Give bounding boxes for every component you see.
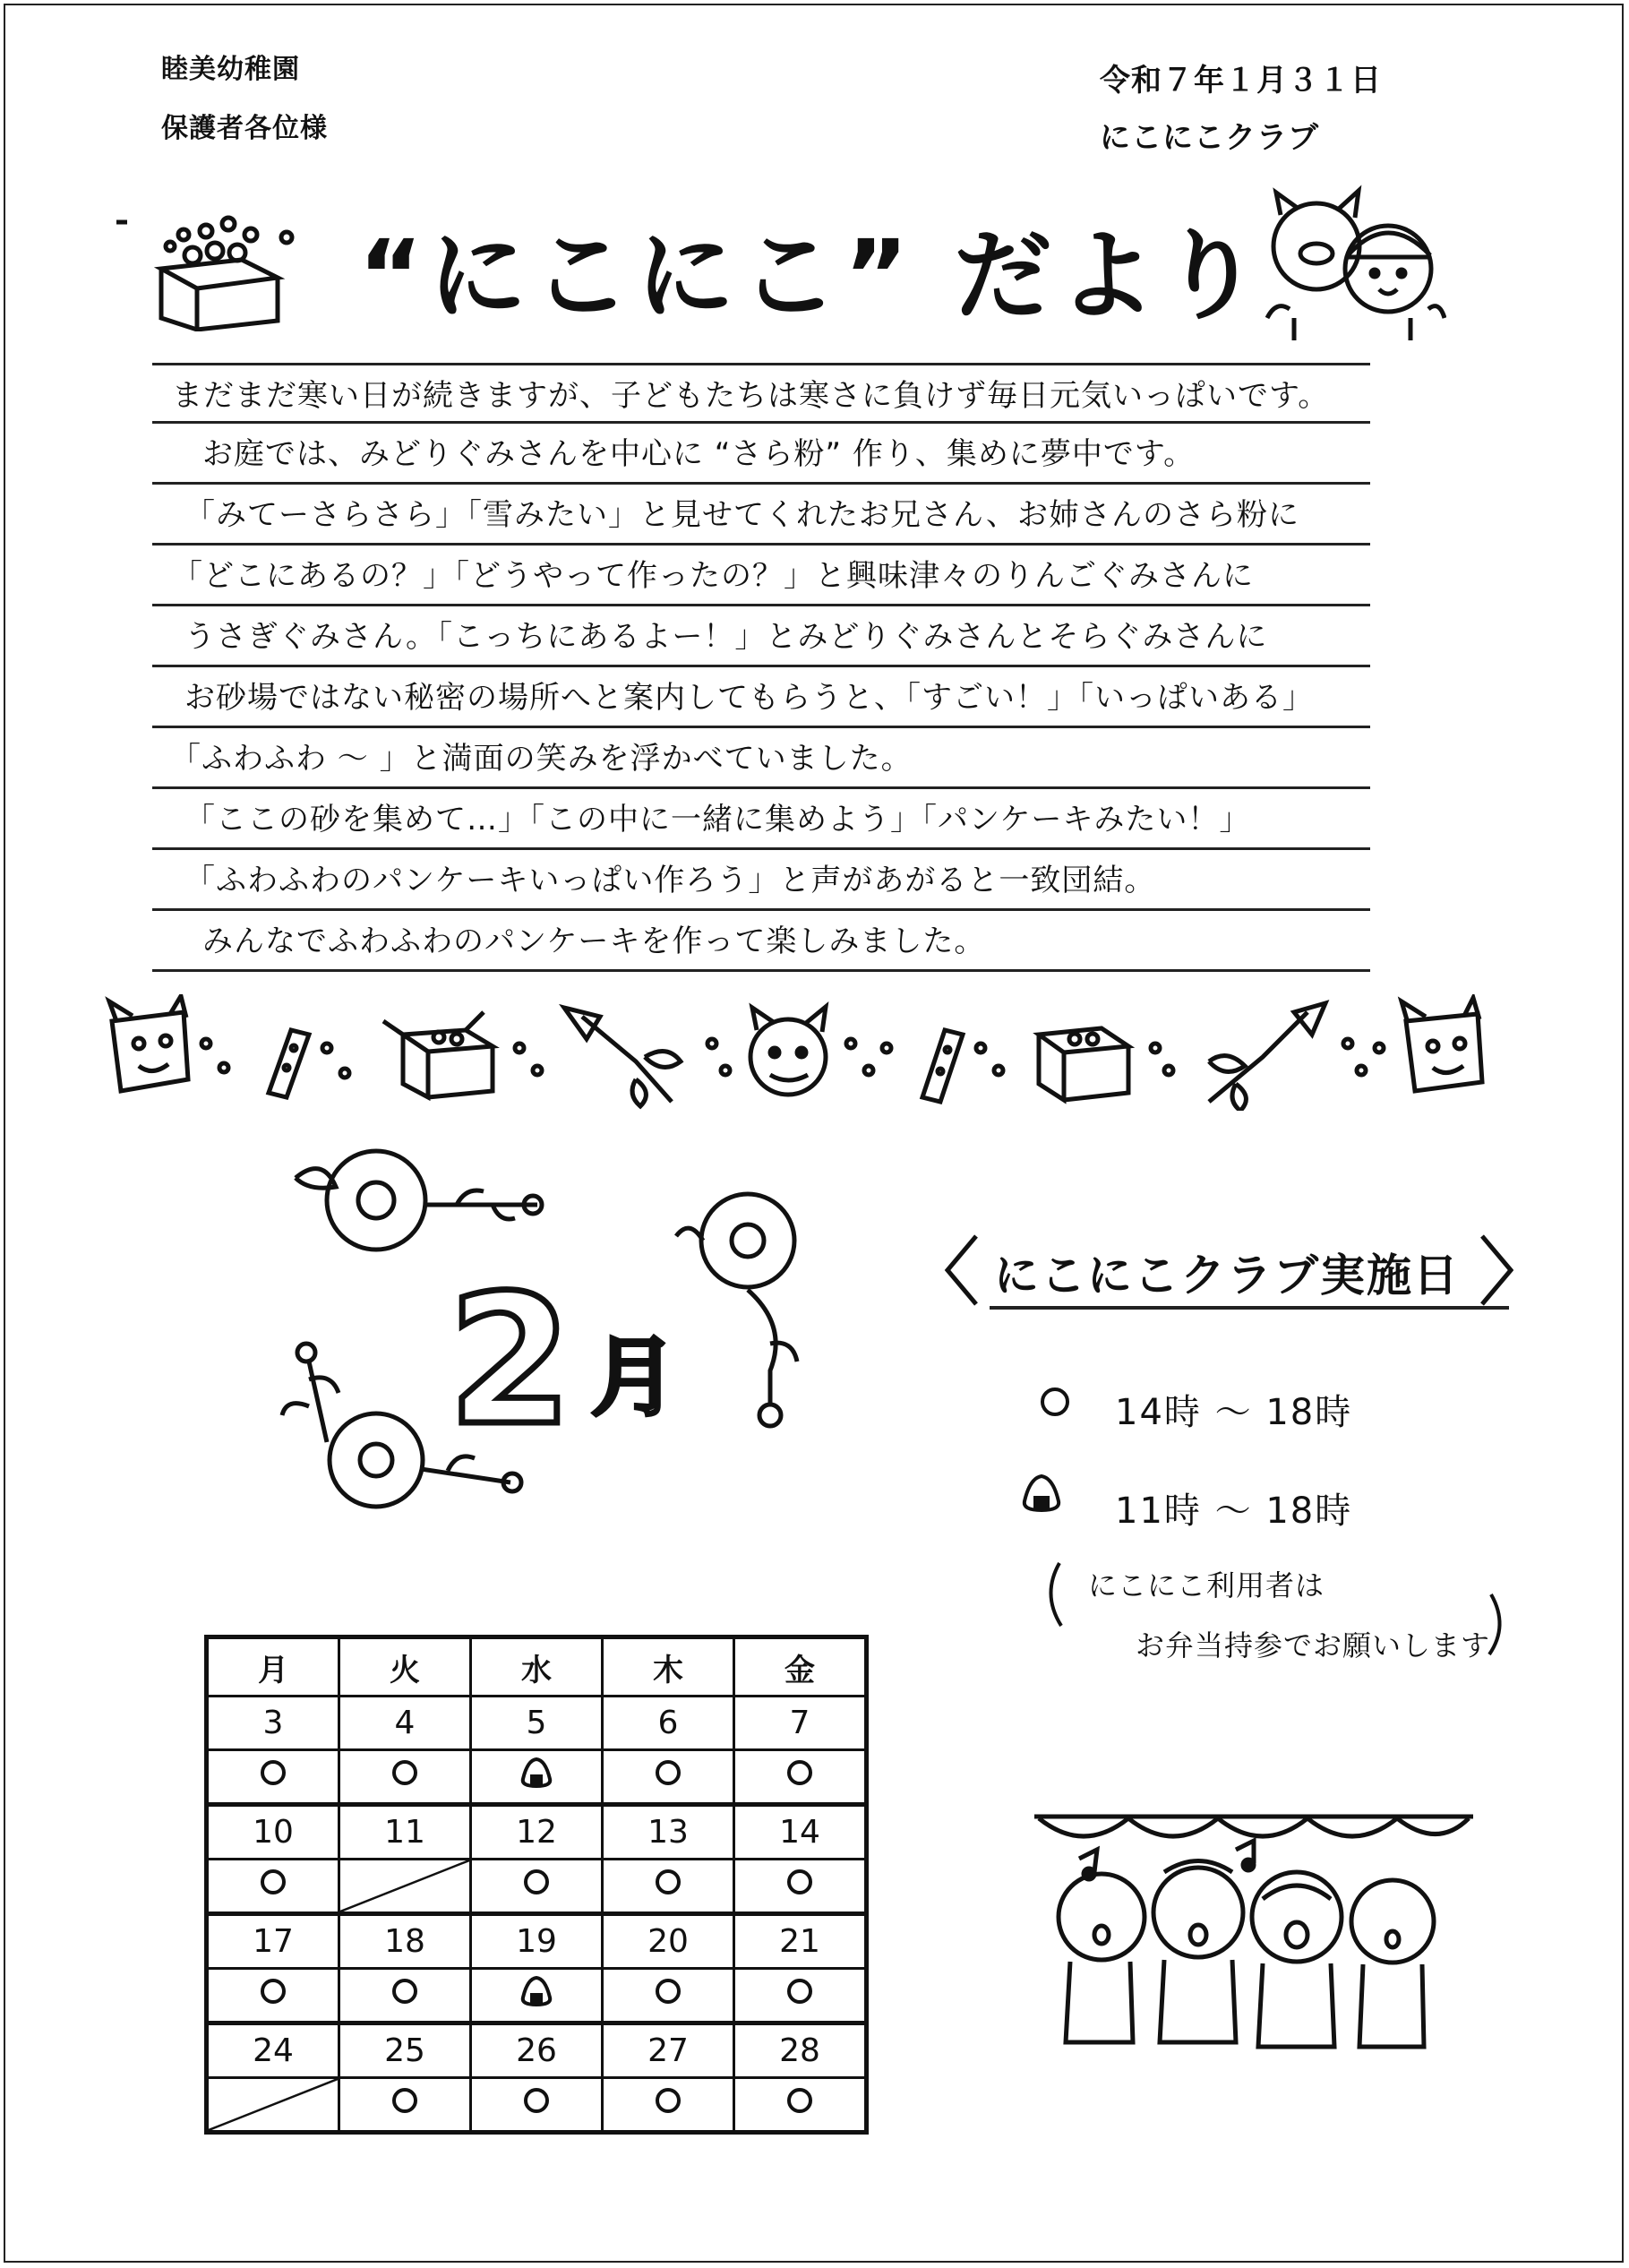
calendar-date: 25 <box>339 2023 471 2078</box>
circle-icon <box>784 1976 815 2006</box>
oni-mask-icon <box>1402 998 1482 1091</box>
circle-icon <box>784 2085 815 2116</box>
calendar-date: 13 <box>603 1805 734 1860</box>
calendar-date: 21 <box>734 1914 867 1969</box>
calendar-mark-cell <box>471 1860 603 1914</box>
diagonal-slash-icon <box>209 2079 338 2130</box>
letter-line: みんなでふわふわのパンケーキを作って楽しみました。 <box>152 911 1370 972</box>
circle-icon <box>390 2085 420 2116</box>
calendar-mark-cell <box>471 2078 603 2133</box>
schedule-time-lunch: 11時 ～ 18時 <box>1115 1491 1353 1532</box>
weekday-header: 金 <box>734 1637 867 1697</box>
setsubun-decoration-row <box>99 994 1531 1111</box>
calendar-date: 6 <box>603 1697 734 1750</box>
bean-box-icon <box>383 1012 493 1097</box>
letter-line: まだまだ寒い日が続きますが、子どもたちは寒さに負けず毎日元気いっぱいです。 <box>152 363 1370 424</box>
lunch-note-line1: にこにこ利用者は <box>1088 1568 1325 1602</box>
calendar-date: 3 <box>207 1697 339 1750</box>
bean-box-icon <box>107 188 313 331</box>
heading-underline <box>990 1306 1509 1310</box>
calendar-date: 19 <box>471 1914 603 1969</box>
circle-icon <box>653 1867 683 1897</box>
onigiri-icon <box>1019 1471 1064 1516</box>
circle-icon <box>653 1757 683 1788</box>
calendar-date: 5 <box>471 1697 603 1750</box>
circle-icon <box>1037 1384 1073 1420</box>
calendar-mark-row <box>207 1860 867 1914</box>
oni-mask-icon <box>109 996 188 1091</box>
holly-sardine-icon <box>1209 1003 1325 1111</box>
calendar-date: 14 <box>734 1805 867 1860</box>
club-name: にこにこクラブ <box>1100 120 1319 156</box>
oni-face-icon <box>750 1007 826 1095</box>
calendar-date-row <box>207 2023 867 2078</box>
letter-line: うさぎぐみさん。「こっちにあるよー！」とみどりぐみさんとそらぐみさんに <box>152 606 1370 667</box>
lunch-note-line2: お弁当持参でお願いします <box>1136 1628 1491 1662</box>
letter-body <box>152 363 1370 972</box>
letter-line: お砂場ではない秘密の場所へと案内してもらうと、「すごい！」「いっぱいある」 <box>152 667 1370 728</box>
calendar-mark-cell <box>734 1969 867 2023</box>
calendar-date: 12 <box>471 1805 603 1860</box>
calendar-date: 27 <box>603 2023 734 2078</box>
calendar-date-row <box>207 1697 867 1750</box>
letter-line: 「どこにあるの？」「どうやって作ったの？」と興味津々のりんごぐみさんに <box>152 546 1370 606</box>
calendar-mark-row <box>207 1750 867 1805</box>
calendar-date: 7 <box>734 1697 867 1750</box>
diagonal-slash-icon <box>340 1860 469 1911</box>
weekday-header: 火 <box>339 1637 471 1697</box>
calendar-date: 20 <box>603 1914 734 1969</box>
circle-icon <box>784 1757 815 1788</box>
weekday-header: 月 <box>207 1637 339 1697</box>
calendar-mark-cell <box>603 1969 734 2023</box>
weekday-header: 木 <box>603 1637 734 1697</box>
calendar-mark-cell <box>471 1969 603 2023</box>
calendar-mark-cell <box>734 2078 867 2133</box>
calendar-mark-cell <box>207 1860 339 1914</box>
circle-icon <box>258 1867 288 1897</box>
calendar-mark-cell <box>603 1860 734 1914</box>
calendar-closed-cell <box>207 2078 339 2133</box>
school-name: 睦美幼稚園 <box>161 54 300 85</box>
circle-icon <box>784 1867 815 1897</box>
onigiri-icon <box>519 1973 554 2009</box>
calendar-mark-cell <box>339 2078 471 2133</box>
club-days-heading <box>940 1227 1513 1326</box>
calendar-date-row <box>207 1914 867 1969</box>
weekday-header: 水 <box>471 1637 603 1697</box>
circle-icon <box>258 1976 288 2006</box>
calendar-date: 26 <box>471 2023 603 2078</box>
calendar-date: 11 <box>339 1805 471 1860</box>
letter-line: 「ふわふわ ～ 」と満面の笑みを浮かべていました。 <box>152 728 1370 789</box>
circle-icon <box>521 2085 552 2116</box>
circle-icon <box>390 1757 420 1788</box>
newsletter-title: “にこにこ” だより <box>358 219 1265 333</box>
calendar-mark-cell <box>339 1750 471 1805</box>
calendar-mark-cell <box>471 1750 603 1805</box>
circle-icon <box>653 2085 683 2116</box>
calendar-mark-cell <box>603 1750 734 1805</box>
calendar-mark-row <box>207 1969 867 2023</box>
month-label: 月 <box>591 1327 677 1428</box>
february-calendar <box>204 1635 869 2135</box>
kanabo-club-icon <box>922 1030 963 1102</box>
children-singing-illustration <box>1030 1800 1478 2069</box>
calendar-mark-cell <box>207 1750 339 1805</box>
onigiri-icon <box>519 1755 554 1791</box>
circle-icon <box>653 1976 683 2006</box>
masu-box-icon <box>1039 1028 1128 1100</box>
calendar-mark-cell <box>339 1969 471 2023</box>
calendar-date: 28 <box>734 2023 867 2078</box>
calendar-date: 24 <box>207 2023 339 2078</box>
club-days-heading-text: にこにこクラブ実施日 <box>994 1250 1460 1302</box>
letter-line: 「ふわふわのパンケーキいっぱい作ろう」と声があがると一致団結。 <box>152 850 1370 911</box>
camellia-flower-icon <box>296 1151 542 1250</box>
issue-date: 令和７年１月３１日 <box>1100 63 1382 99</box>
calendar-mark-cell <box>734 1750 867 1805</box>
calendar-mark-row <box>207 2078 867 2133</box>
calendar-mark-cell <box>603 2078 734 2133</box>
kanabo-club-icon <box>269 1030 309 1097</box>
month-number: 2 <box>448 1257 573 1465</box>
oni-children-icon <box>1240 184 1446 345</box>
letter-line: 「ここの砂を集めて…」「この中に一緒に集めよう」「パンケーキみたい！」 <box>152 789 1370 850</box>
circle-icon <box>390 1976 420 2006</box>
calendar-mark-cell <box>734 1860 867 1914</box>
calendar-date: 10 <box>207 1805 339 1860</box>
calendar-closed-cell <box>339 1860 471 1914</box>
circle-icon <box>258 1757 288 1788</box>
holly-sardine-icon <box>564 1008 681 1106</box>
camellia-flower-icon <box>676 1194 797 1426</box>
schedule-time-regular: 14時 ～ 18時 <box>1115 1392 1353 1433</box>
calendar-mark-cell <box>207 1969 339 2023</box>
calendar-date: 4 <box>339 1697 471 1750</box>
letter-line: お庭では、みどりぐみさんを中心に “さら粉” 作り、集めに夢中です。 <box>152 424 1370 485</box>
circle-icon <box>521 1867 552 1897</box>
recipients: 保護者各位様 <box>161 113 328 144</box>
letter-line: 「みてーさらさら」「雪みたい」と見せてくれたお兄さん、お姉さんのさら粉に <box>152 485 1370 546</box>
calendar-date: 18 <box>339 1914 471 1969</box>
calendar-date-row <box>207 1805 867 1860</box>
calendar-date: 17 <box>207 1914 339 1969</box>
